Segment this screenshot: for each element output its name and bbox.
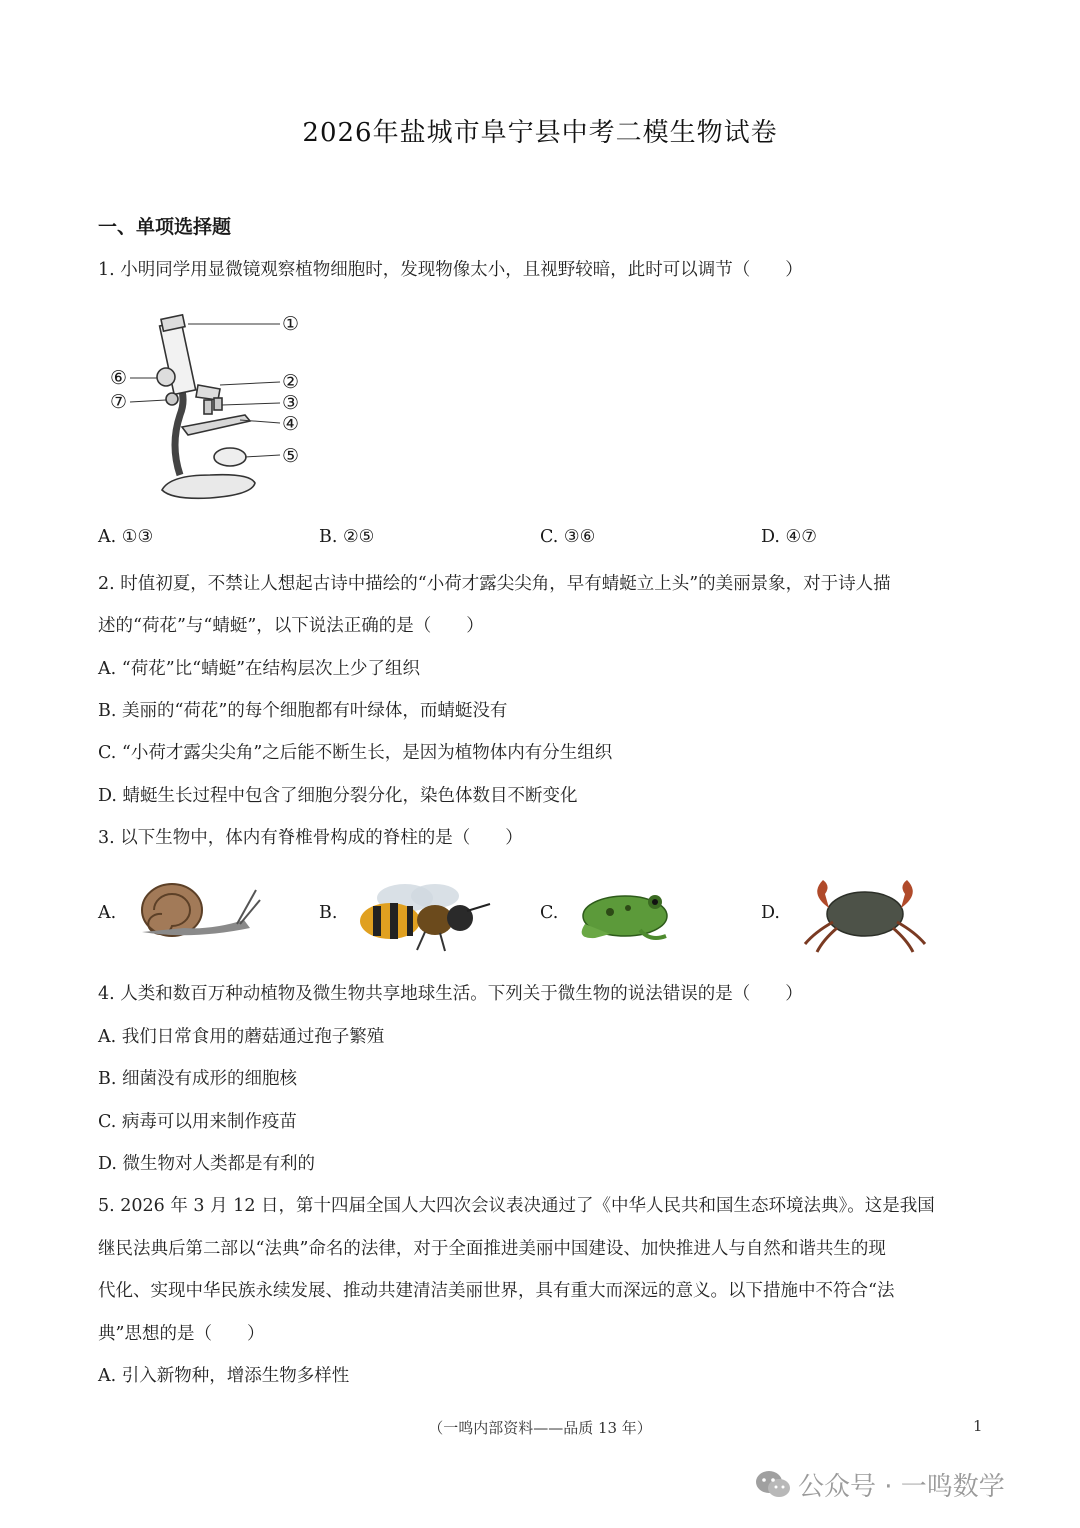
q4-option-c[interactable]: C. 病毒可以用来制作疫苗 bbox=[98, 1112, 297, 1132]
question-2-stem-line2: 述的“荷花”与“蜻蜓”，以下说法正确的是（ ） bbox=[98, 616, 484, 636]
q3-option-c-label[interactable]: C. bbox=[540, 903, 559, 923]
crab-image bbox=[795, 874, 935, 954]
page-footer: （一鸣内部资料——品质 13 年） bbox=[428, 1419, 652, 1437]
q4-option-b[interactable]: B. 细菌没有成形的细胞核 bbox=[98, 1069, 297, 1089]
figure-label-1: ① bbox=[282, 313, 300, 335]
q3-option-d-label[interactable]: D. bbox=[761, 903, 780, 923]
figure-label-6: ⑥ bbox=[110, 367, 128, 389]
q2-option-c[interactable]: C. “小荷才露尖尖角”之后能不断生长，是因为植物体内有分生组织 bbox=[98, 743, 613, 763]
question-2-stem-line1: 2. 时值初夏，不禁让人想起古诗中描绘的“小荷才露尖尖角，早有蜻蜓立上头”的美丽景象，对于诗人描 bbox=[98, 574, 891, 594]
q4-option-d[interactable]: D. 微生物对人类都是有利的 bbox=[98, 1154, 316, 1174]
q2-option-a[interactable]: A. “荷花”比“蜻蜓”在结构层次上少了组织 bbox=[98, 659, 421, 679]
figure-label-5: ⑤ bbox=[282, 445, 300, 467]
wechat-icon bbox=[754, 1469, 792, 1501]
q3-option-a-label[interactable]: A. bbox=[98, 903, 117, 923]
figure-label-4: ④ bbox=[282, 413, 300, 435]
question-3-stem: 3. 以下生物中，体内有脊椎骨构成的脊柱的是（ ） bbox=[98, 828, 523, 848]
figure-label-3: ③ bbox=[282, 392, 300, 414]
q1-option-b[interactable]: B. ②⑤ bbox=[319, 527, 375, 547]
q4-option-a[interactable]: A. 我们日常食用的蘑菇通过孢子繁殖 bbox=[98, 1027, 385, 1047]
watermark bbox=[754, 1466, 1005, 1503]
watermark-text: 公众号 · 一鸣数学 bbox=[798, 1472, 1005, 1502]
q2-option-b[interactable]: B. 美丽的“荷花”的每个细胞都有叶绿体，而蜻蜓没有 bbox=[98, 701, 508, 721]
figure-label-2: ② bbox=[282, 371, 300, 393]
frog-image bbox=[570, 884, 680, 944]
q3-option-b-label[interactable]: B. bbox=[319, 903, 338, 923]
page-title: 2026年盐城市阜宁县中考二模生物试卷 bbox=[302, 118, 778, 148]
q1-option-a[interactable]: A. ①③ bbox=[98, 527, 154, 547]
question-5-stem-line4: 典”思想的是（ ） bbox=[98, 1324, 265, 1344]
question-5-stem-line3: 代化、实现中华民族永续发展、推动共建清洁美丽世界，具有重大而深远的意义。以下措施中不符合“法 bbox=[98, 1281, 895, 1301]
q5-option-a[interactable]: A. 引入新物种，增添生物多样性 bbox=[98, 1366, 350, 1386]
question-1-stem: 1. 小明同学用显微镜观察植物细胞时，发现物像太小，且视野较暗，此时可以调节（ ） bbox=[98, 260, 803, 280]
page-number: 1 bbox=[973, 1417, 983, 1435]
question-5-stem-line2: 继民法典后第二部以“法典”命名的法律，对于全面推进美丽中国建设、加快推进人与自然和谐共生的现 bbox=[98, 1239, 886, 1259]
figure-label-7: ⑦ bbox=[110, 391, 128, 413]
question-5-stem-line1: 5. 2026 年 3 月 12 日，第十四届全国人大四次会议表决通过了《中华人民共和国生态环境法典》。这是我国 bbox=[98, 1196, 935, 1216]
section-heading: 一、单项选择题 bbox=[98, 216, 232, 238]
q2-option-d[interactable]: D. 蜻蜓生长过程中包含了细胞分裂分化，染色体数目不断变化 bbox=[98, 786, 578, 806]
snail-image bbox=[132, 880, 262, 942]
q1-option-c[interactable]: C. ③⑥ bbox=[540, 527, 596, 547]
bee-image bbox=[355, 876, 495, 954]
question-4-stem: 4. 人类和数百万种动植物及微生物共享地球生活。下列关于微生物的说法错误的是（ ） bbox=[98, 984, 803, 1004]
q1-option-d[interactable]: D. ④⑦ bbox=[761, 527, 817, 547]
